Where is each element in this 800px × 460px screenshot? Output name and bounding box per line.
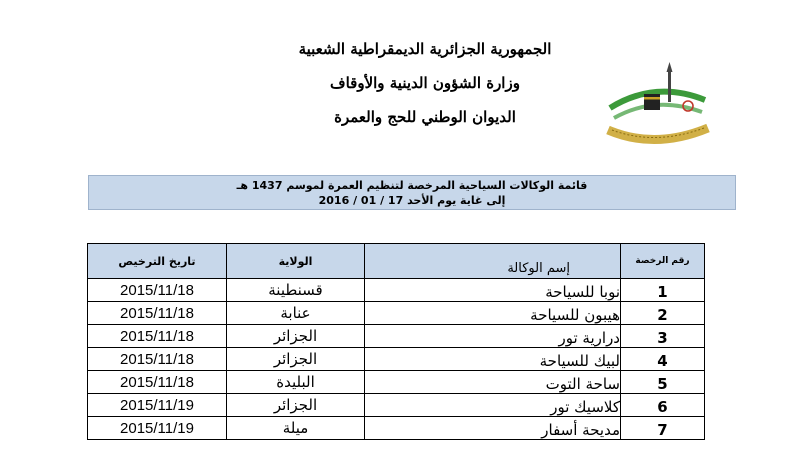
cell-wilaya: البليدة xyxy=(227,371,365,394)
cell-license-number: 4 xyxy=(621,348,705,371)
cell-date: 2015/11/18 xyxy=(88,348,227,371)
header-office: الديوان الوطني للحج والعمرة xyxy=(334,108,516,126)
cell-agency: لبيك للسياحة xyxy=(365,348,621,371)
cell-license-number: 2 xyxy=(621,302,705,325)
cell-wilaya: الجزائر xyxy=(227,394,365,417)
banner-title: قائمة الوكالات السياحية المرخصة لتنظيم العمرة لموسم 1437 هـ xyxy=(236,179,588,192)
cell-wilaya: الجزائر xyxy=(227,325,365,348)
column-header-wilaya: الولاية xyxy=(227,244,365,279)
table-row xyxy=(88,325,705,348)
cell-agency: ساحة التوت xyxy=(365,371,621,394)
table-row xyxy=(88,348,705,371)
table-row xyxy=(88,279,705,302)
cell-license-number: 6 xyxy=(621,394,705,417)
list-title-banner xyxy=(88,175,736,210)
header-republic: الجمهورية الجزائرية الديمقراطية الشعبية xyxy=(298,40,552,58)
cell-license-number: 7 xyxy=(621,417,705,440)
table-row xyxy=(88,371,705,394)
cell-agency: نوبا للسياحة xyxy=(365,279,621,302)
cell-date: 2015/11/18 xyxy=(88,325,227,348)
cell-agency: كلاسيك تور xyxy=(365,394,621,417)
cell-wilaya: قسنطينة xyxy=(227,279,365,302)
column-header-agency: إسم الوكالة xyxy=(365,244,621,279)
cell-wilaya: عنابة xyxy=(227,302,365,325)
cell-license-number: 3 xyxy=(621,325,705,348)
cell-agency: مديحة أسفار xyxy=(365,417,621,440)
table-row xyxy=(88,302,705,325)
cell-date: 2015/11/18 xyxy=(88,371,227,394)
table-row xyxy=(88,417,705,440)
cell-license-number: 1 xyxy=(621,279,705,302)
column-header-license-number: رقم الرخصة xyxy=(621,244,705,279)
table-row xyxy=(88,394,705,417)
header-ministry: وزارة الشؤون الدينية والأوقاف xyxy=(330,74,520,92)
cell-wilaya: ميلة xyxy=(227,417,365,440)
cell-agency: درارية تور xyxy=(365,325,621,348)
table-header-row xyxy=(88,244,705,279)
official-header xyxy=(260,40,590,142)
cell-date: 2015/11/18 xyxy=(88,279,227,302)
banner-date: إلى غاية يوم الأحد 17 / 01 / 2016 xyxy=(318,194,506,207)
agencies-table xyxy=(87,243,705,440)
cell-date: 2015/11/19 xyxy=(88,417,227,440)
cell-date: 2015/11/19 xyxy=(88,394,227,417)
column-header-date: تاريخ الترخيص xyxy=(88,244,227,279)
office-logo xyxy=(600,60,715,150)
cell-wilaya: الجزائر xyxy=(227,348,365,371)
cell-license-number: 5 xyxy=(621,371,705,394)
cell-agency: هيبون للسياحة xyxy=(365,302,621,325)
cell-date: 2015/11/18 xyxy=(88,302,227,325)
